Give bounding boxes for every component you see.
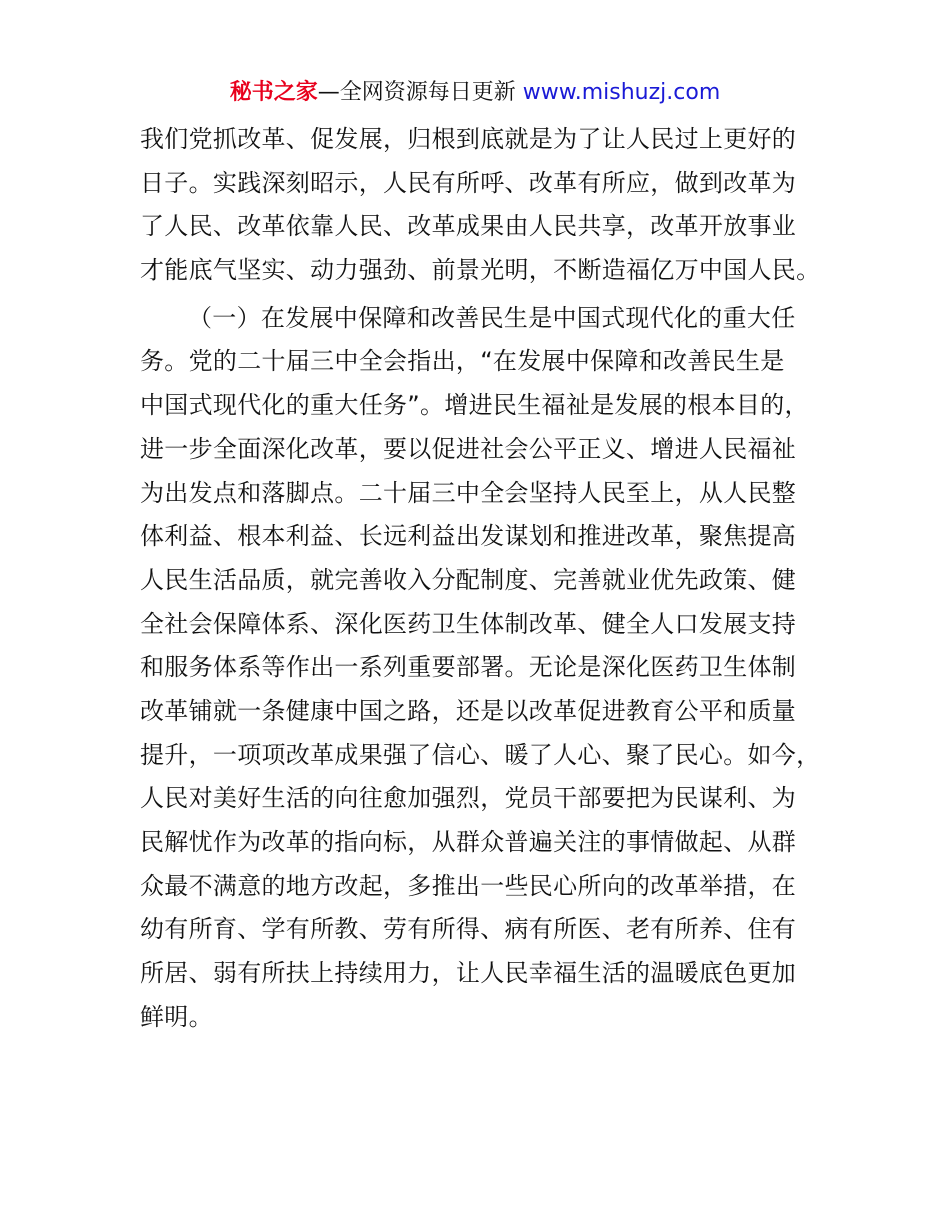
text-line: 体利益、根本利益、长远利益出发谋划和推进改革，聚焦提高 xyxy=(140,522,797,551)
site-tagline: —全网资源每日更新 xyxy=(317,80,523,105)
text-line: 幼有所育、学有所教、劳有所得、病有所医、老有所养、住有 xyxy=(140,915,797,944)
text-line: 为出发点和落脚点。二十届三中全会坚持人民至上，从人民整 xyxy=(140,478,797,507)
text-line: 鲜明。 xyxy=(140,1002,213,1031)
text-line: 务。党的二十届三中全会指出，“在发展中保障和改善民生是 xyxy=(140,347,785,376)
text-line: 我们党抓改革、促发展，归根到底就是为了让人民过上更好的 xyxy=(140,125,797,153)
text-line: 提升，一项项改革成果强了信心、暖了人心、聚了民心。如今， xyxy=(140,740,821,769)
text-line: 民解忧作为改革的指向标，从群众普遍关注的事情做起、从群 xyxy=(140,828,797,856)
text-line: 了人民、改革依靠人民、改革成果由人民共享，改革开放事业 xyxy=(140,212,797,241)
text-line: 人民生活品质，就完善收入分配制度、完善就业优先政策、健 xyxy=(140,565,797,594)
paragraph-1 xyxy=(140,118,830,293)
text-line: 才能底气坚实、动力强劲、前景光明，不断造福亿万中国人民。 xyxy=(140,256,821,285)
text-line: 进一步全面深化改革，要以促进社会公平正义、增进人民福祉 xyxy=(140,434,797,463)
site-header xyxy=(0,78,950,108)
text-line: 改革铺就一条健康中国之路，还是以改革促进教育公平和质量 xyxy=(140,696,797,725)
site-brand: 秘书之家 xyxy=(229,80,318,105)
text-line: 中国式现代化的重大任务”。增进民生福祉是发展的根本目的， xyxy=(140,391,809,420)
text-line: 全社会保障体系、深化医药卫生体制改革、健全人口发展支持 xyxy=(140,609,797,638)
paragraph-2 xyxy=(140,297,830,1040)
text-line: 日子。实践深刻昭示，人民有所呼、改革有所应，做到改革为 xyxy=(140,168,797,197)
site-url-link[interactable]: www.mishuzj.com xyxy=(522,80,721,105)
text-line: 众最不满意的地方改起，多推出一些民心所向的改革举措，在 xyxy=(140,871,797,900)
text-line: 和服务体系等作出一系列重要部署。无论是深化医药卫生体制 xyxy=(140,653,797,682)
text-line: 所居、弱有所扶上持续用力，让人民幸福生活的温暖底色更加 xyxy=(140,959,797,988)
text-line: 人民对美好生活的向往愈加强烈，党员干部要把为民谋利、为 xyxy=(140,784,797,813)
text-line: （一）在发展中保障和改善民生是中国式现代化的重大任 xyxy=(188,303,796,332)
document-body xyxy=(140,118,830,1039)
